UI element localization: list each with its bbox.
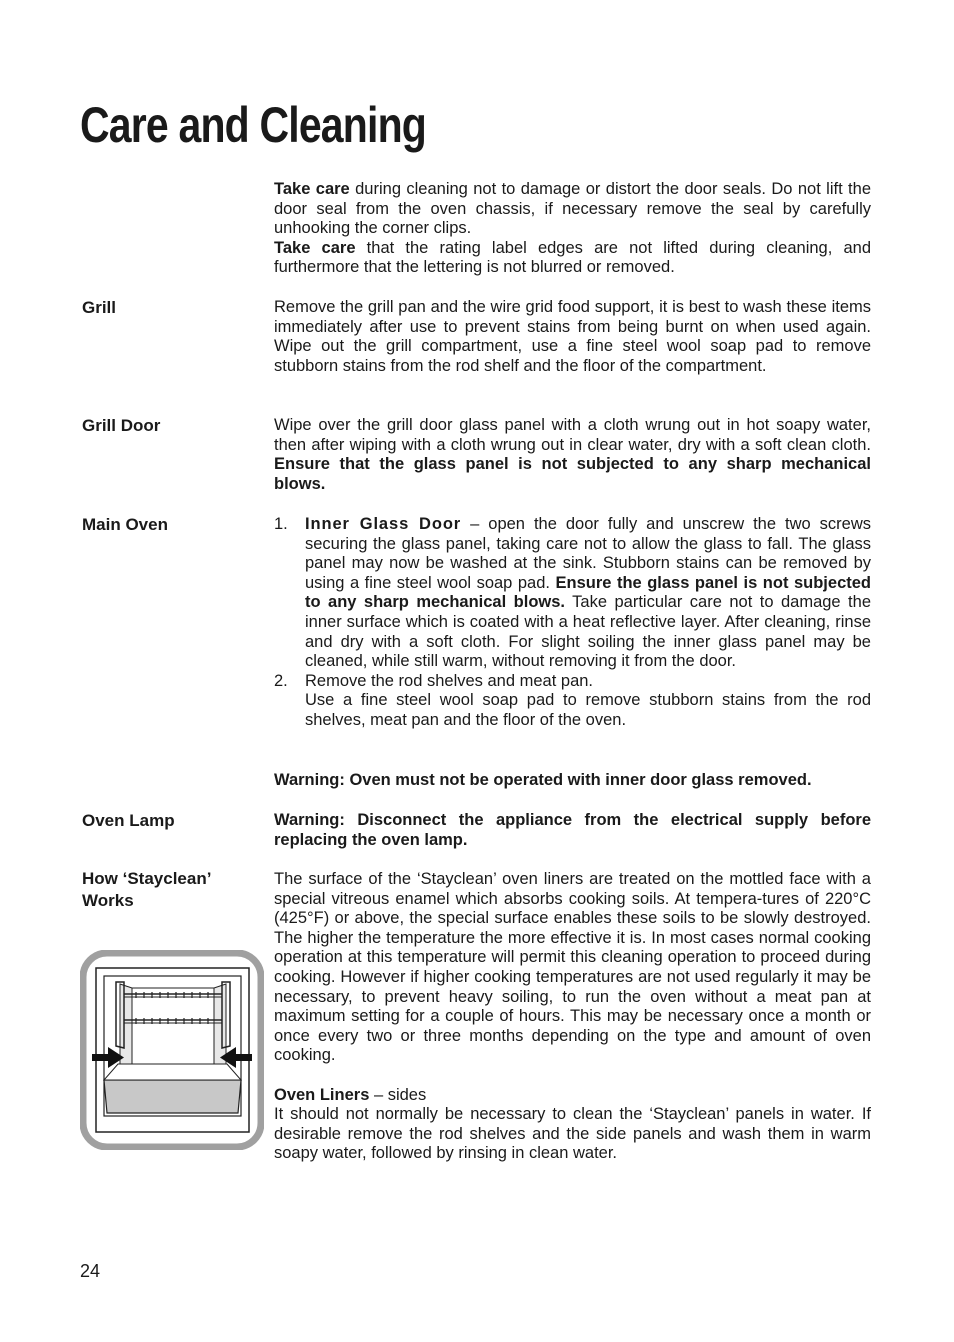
main-oven-section — [274, 515, 871, 731]
page-title: Care and Cleaning — [80, 97, 427, 153]
main-oven-list — [274, 515, 871, 731]
intro-section — [274, 180, 871, 278]
inner-glass-door-text-2: Take particular care not to damage the inner surface which is coated with a heat reflective layer. After cleaning, rinse and dry with a soft cloth. For slight soiling the inner glass panel may be cleaned, while still warm, without removing it from the door. — [305, 593, 871, 671]
grill-heading: Grill — [82, 298, 117, 317]
stayclean-text: The surface of the ‘Stayclean’ oven liners are treated on the mottled face with a special vitreous enamel which absorbs cooking soils. At tempera-tures of 220°C (425°F) or above, the special surface enables these soils to be slowly destroyed. The higher the temperature the more effective it is. In most cases normal cooking operation at this temperature will permit this cleaning operation to proceed during cooking. However if higher cooking temperatures are not used regularly it may be necessary, to prevent heavy soiling, to run the oven without a meat pan at maximum setting for a couple of hours. This may be necessary once a month or once every two or three months depending on the type and amount of oven cooking. — [274, 870, 871, 1065]
stayclean-heading: How ‘Stayclean’ Works — [82, 869, 211, 910]
intro-paragraph-1 — [274, 180, 871, 239]
main-oven-heading: Main Oven — [82, 515, 168, 534]
grill-text: Remove the grill pan and the wire grid food support, it is best to wash these items immediately after use to prevent stains from being burnt on when used again. Wipe out the grill compartment, use a fine steel wool soap pad to remove stubborn stains from the rod shelf and the floor of the compartment. — [274, 298, 871, 375]
grill-door-section — [274, 416, 871, 494]
oven-liner-diagram — [80, 950, 264, 1150]
main-oven-warning-block — [274, 771, 871, 791]
grill-section — [274, 298, 871, 376]
stayclean-section — [274, 870, 871, 1164]
oven-lamp-section — [274, 811, 871, 850]
rod-shelves-line-1: Remove the rod shelves and meat pan. — [305, 671, 594, 690]
inner-glass-door-title: Inner Glass Door — [305, 515, 462, 533]
list-item — [274, 515, 871, 672]
intro-text-1: during cleaning not to damage or distort the door seals. Do not lift the door seal from the oven chassis, if necessary remove the seal by carefully unhooking the corner clips. — [274, 180, 871, 238]
list-item — [274, 672, 871, 731]
intro-bold-1: Take care — [274, 180, 350, 198]
grill-door-bold: Ensure that the glass panel is not subjected to any sharp mechanical blows. — [274, 455, 871, 493]
oven-liners-bold: Oven Liners — [274, 1085, 370, 1104]
intro-bold-2: Take care — [274, 238, 356, 257]
oven-liners-heading-line — [274, 1086, 871, 1106]
inner-glass-door-text: – open the door fully and unscrew the two screws securing the glass panel, taking care not to allow the glass to fall. The glass panel may now be washed at the sink. Stubborn stains can be removed by using a fine steel wool soap pad. — [305, 515, 871, 592]
intro-paragraph-2 — [274, 239, 871, 278]
grill-door-paragraph — [274, 416, 871, 494]
list-number: 2. — [274, 671, 288, 690]
grill-door-text: Wipe over the grill door glass panel with a cloth wrung out in hot soapy water, then after wiping with a cloth wrung out in clear water, dry with a soft clean cloth. — [274, 416, 871, 454]
oven-liners-text: It should not normally be necessary to clean the ‘Stayclean’ panels in water. If desirable remove the rod shelves and the side panels and wash them in warm soapy water, followed by rinsing in clean water. — [274, 1105, 871, 1163]
rod-shelves-line-2: Use a fine steel wool soap pad to remove stubborn stains from the rod shelves, meat pan and the floor of the oven. — [305, 691, 871, 729]
list-number: 1. — [274, 515, 288, 533]
grill-door-heading: Grill Door — [82, 416, 161, 435]
page-number: 24 — [80, 1261, 101, 1281]
oven-lamp-warning: Warning: Disconnect the appliance from the electrical supply before replacing the oven lamp. — [274, 811, 871, 849]
oven-liners-suffix: – sides — [369, 1085, 427, 1104]
inner-glass-door-bold: Ensure the glass panel is not subjected to any sharp mechanical blows. — [305, 573, 871, 612]
main-oven-warning: Warning: Oven must not be operated with inner door glass removed. — [274, 771, 812, 789]
intro-text-2: that the rating label edges are not lifted during cleaning, and furthermore that the lettering is not blurred or removed. — [274, 238, 872, 277]
oven-lamp-heading: Oven Lamp — [82, 811, 175, 830]
